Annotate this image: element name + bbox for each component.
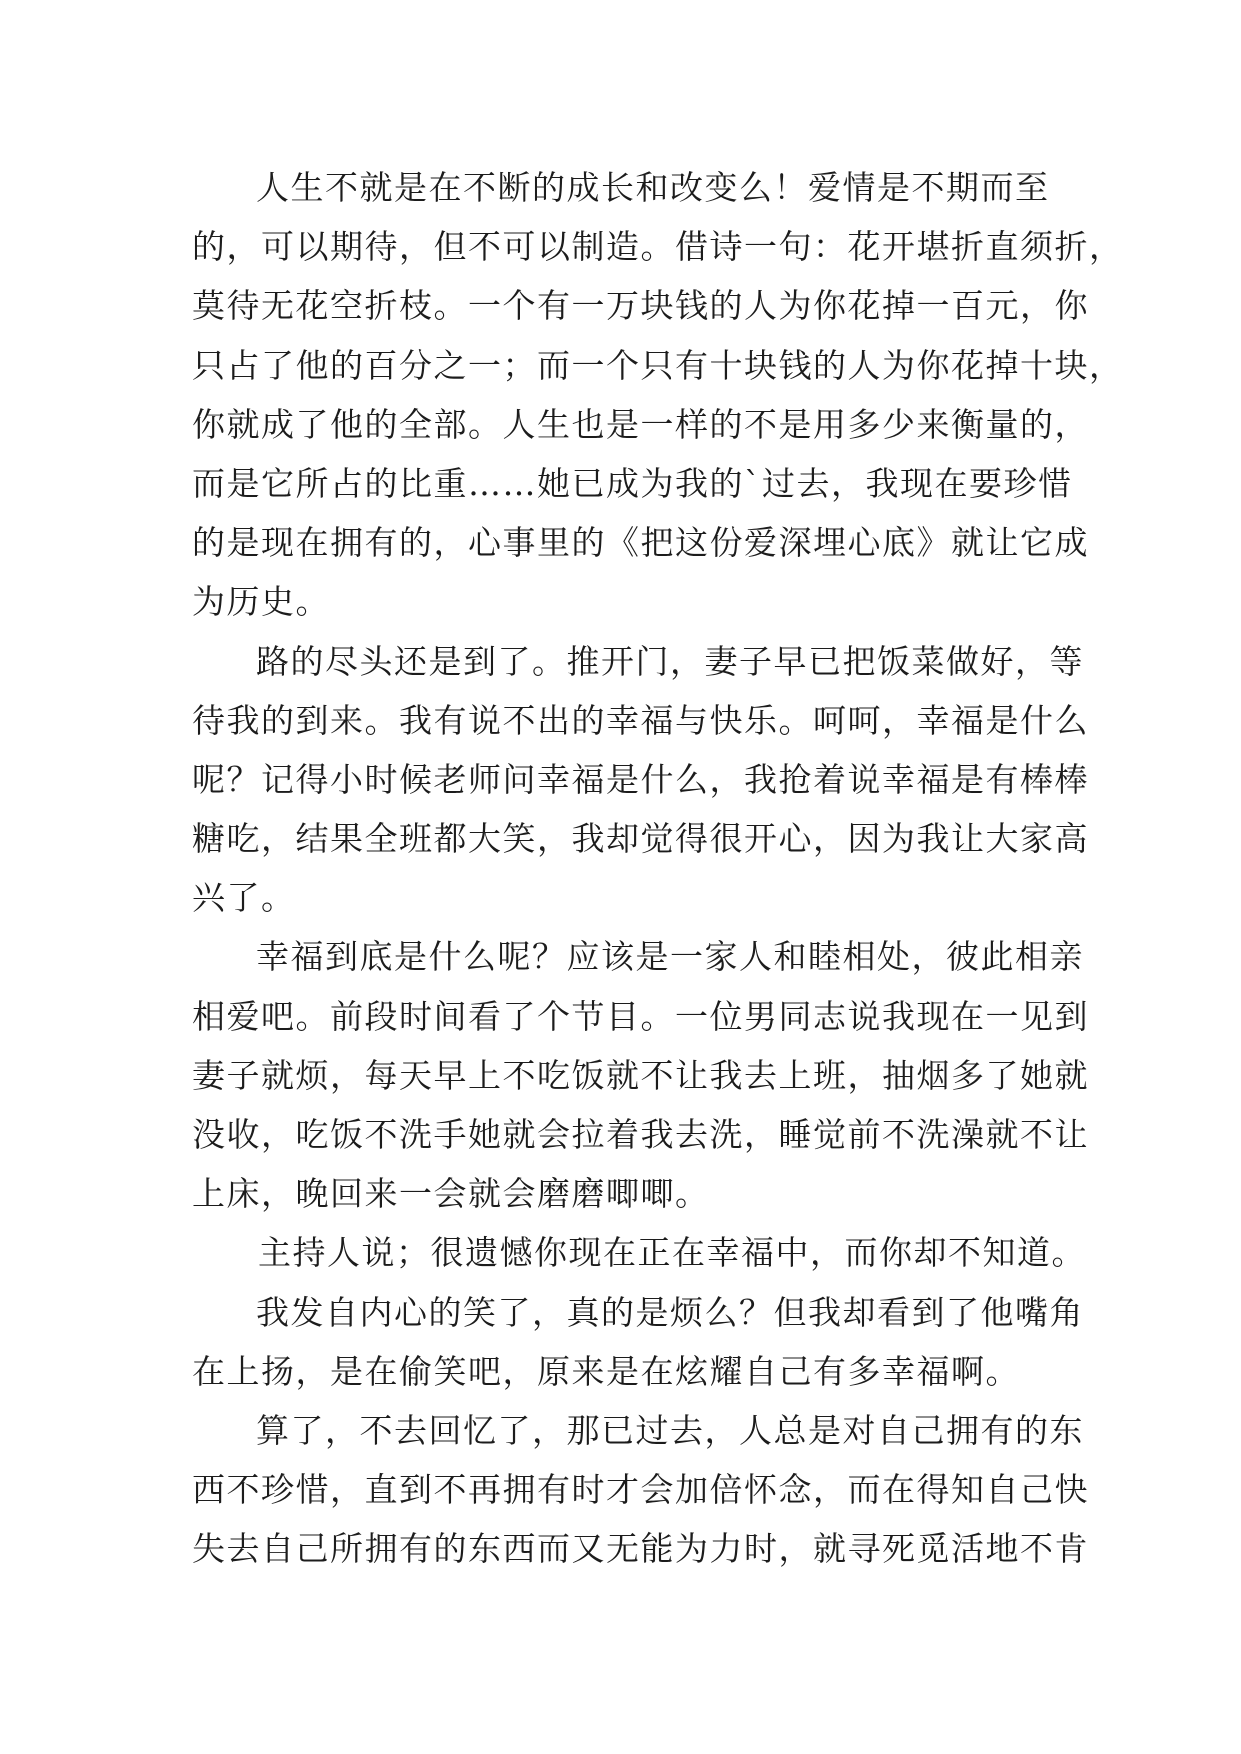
text-line: 呢？记得小时候老师问幸福是什么，我抢着说幸福是有棒棒 bbox=[192, 759, 1089, 799]
text-line: 人生不就是在不断的成长和改变么！爱情是不期而至 bbox=[256, 168, 1050, 207]
text-line: 为历史。 bbox=[192, 582, 330, 622]
text-line: 的是现在拥有的，心事里的《把这份爱深埋心底》就让它成 bbox=[192, 523, 1089, 563]
text-line: 的，可以期待，但不可以制造。借诗一句：花开堪折直须折， bbox=[192, 227, 1124, 267]
text-line: 而是它所占的比重……她已成为我的`过去，我现在要珍惜 bbox=[192, 463, 1073, 503]
text-line: 我发自内心的笑了，真的是烦么？但我却看到了他嘴角 bbox=[256, 1292, 1084, 1332]
text-line: 路的尽头还是到了。推开门，妻子早已把饭菜做好，等 bbox=[256, 641, 1084, 681]
text-line: 糖吃，结果全班都大笑，我却觉得很开心，因为我让大家高 bbox=[192, 819, 1089, 859]
body-text bbox=[192, 158, 1124, 1579]
text-line: 兴了。 bbox=[192, 878, 296, 918]
text-line: 你就成了他的全部。人生也是一样的不是用多少来衡量的， bbox=[192, 404, 1089, 444]
text-line: 相爱吧。前段时间看了个节目。一位男同志说我现在一见到 bbox=[192, 996, 1089, 1036]
text-line: 主持人说；很遗憾你现在正在幸福中，而你却不知道。 bbox=[258, 1233, 1086, 1273]
text-line: 算了，不去回忆了，那已过去，人总是对自己拥有的东 bbox=[256, 1410, 1084, 1450]
text-line: 失去自己所拥有的东西而又无能为力时，就寻死觅活地不肯 bbox=[192, 1529, 1089, 1569]
text-line: 西不珍惜，直到不再拥有时才会加倍怀念，而在得知自己快 bbox=[192, 1470, 1089, 1510]
text-line: 妻子就烦，每天早上不吃饭就不让我去上班，抽烟多了她就 bbox=[192, 1055, 1089, 1095]
text-line: 莫待无花空折枝。一个有一万块钱的人为你花掉一百元，你 bbox=[192, 286, 1089, 326]
text-line: 没收，吃饭不洗手她就会拉着我去洗，睡觉前不洗澡就不让 bbox=[192, 1115, 1089, 1154]
text-line: 幸福到底是什么呢？应该是一家人和睦相处，彼此相亲 bbox=[256, 937, 1084, 977]
text-line: 在上扬，是在偷笑吧，原来是在炫耀自己有多幸福啊。 bbox=[192, 1351, 1020, 1391]
text-line: 上床，晚回来一会就会磨磨唧唧。 bbox=[192, 1174, 710, 1214]
text-line: 待我的到来。我有说不出的幸福与快乐。呵呵，幸福是什么 bbox=[192, 700, 1089, 740]
text-line: 只占了他的百分之一；而一个只有十块钱的人为你花掉十块， bbox=[192, 345, 1124, 385]
